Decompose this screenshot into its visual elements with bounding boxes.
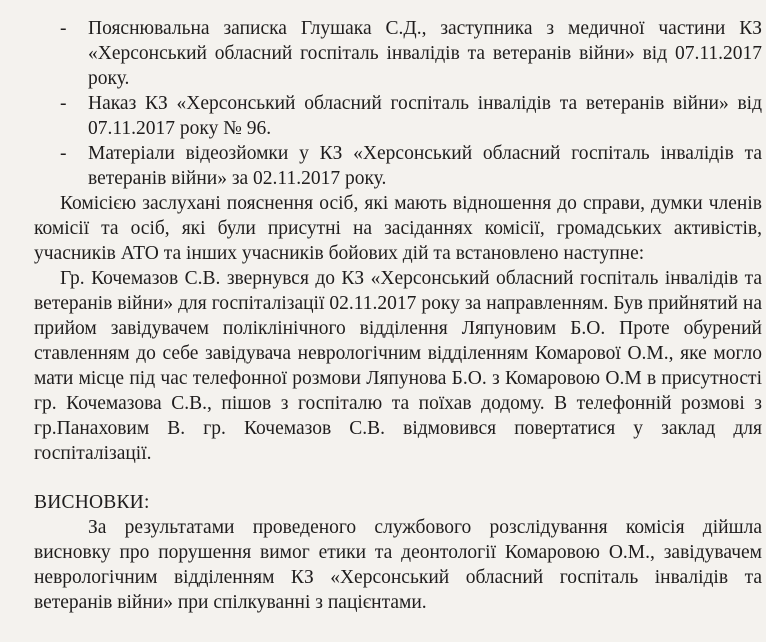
conclusions-heading: ВИСНОВКИ: <box>34 492 150 513</box>
commission-paragraph: Комісією заслухані пояснення осіб, які мають відношення до справи, думки членів комісії та осіб, які були присутні на засіданнях комісії, громадських активістів, учасників АТО та інших учасників бойових дій та встановлено наступне: <box>34 193 762 264</box>
conclusions-paragraph: За результатами проведеного службового розслідування комісія дійшла висновку про порушення вимог етики та деонтології Комаровою О.М., завідувачем неврологічним відділенням КЗ «Херсонський обласний госпіталь інвалідів та ветеранів війни» при спілкуванні з пацієнтами. <box>34 517 762 613</box>
list-item: - Пояснювальна записка Глушака С.Д., заступника з медичної частини КЗ «Херсонський обласний госпіталь інвалідів та ветеранів війни» від 07.11.2017 року. <box>60 16 766 91</box>
spacer <box>0 466 766 490</box>
materials-list <box>0 16 766 191</box>
list-item: - Наказ КЗ «Херсонський обласний госпіталь інвалідів та ветеранів війни» від 07.11.2017 року № 96. <box>60 91 766 141</box>
list-item: - Матеріали відеозйомки у КЗ «Херсонський обласний госпіталь інвалідів та ветеранів війни» за 02.11.2017 року. <box>60 141 766 191</box>
facts-paragraph: Гр. Кочемазов С.В. звернувся до КЗ «Херсонський обласний госпіталь інвалідів та ветеранів війни» для госпіталізації 02.11.2017 року за направленням. Був прийнятий на прийом завідувачем поліклінічного відділення Ляпуновим Б.О. Проте обурений ставленням до себе завідувача неврологічним відділенням Комарової О.М., яке могло мати місце під час телефонної розмови Ляпунова Б.О. з Комаровою О.М в присутності гр. Кочемазова С.В., пішов з госпіталю та поїхав додому. В телефонній розмові з гр.Панаховим В. гр. Кочемазов С.В. відмовився повертатися у заклад для госпіталізації. <box>34 268 762 464</box>
